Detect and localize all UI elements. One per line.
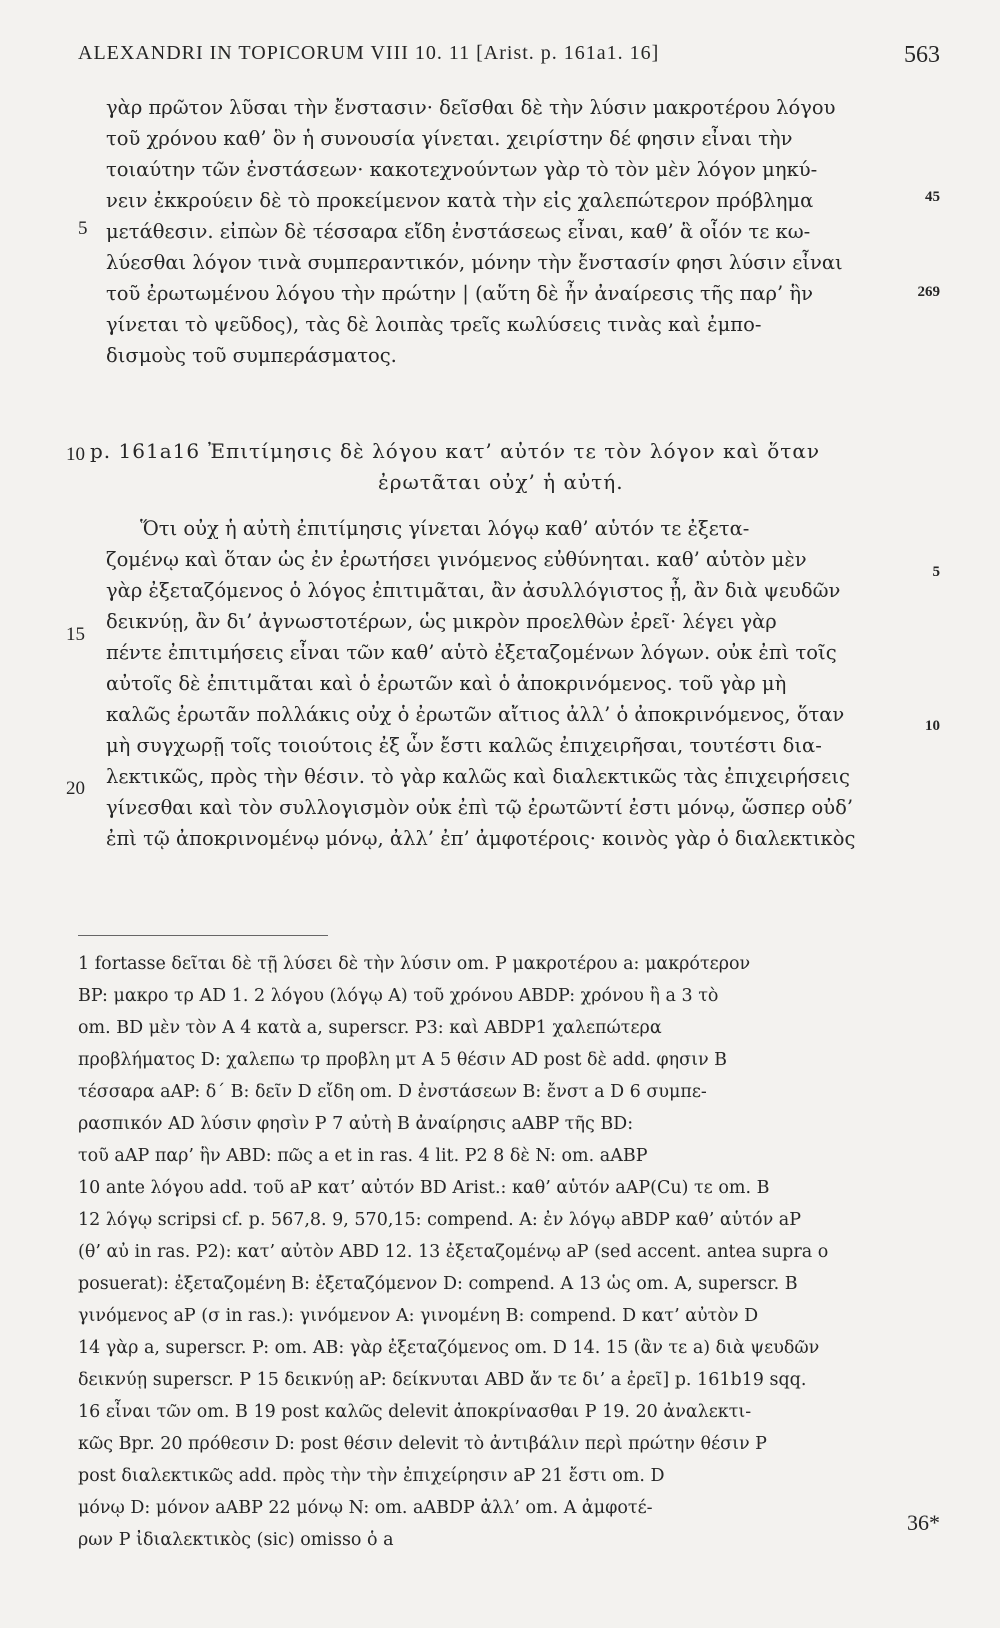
apparatus-line: om. BD μὲν τὸν A 4 κατὰ a, superscr. P3: καὶ ABDP1 χαλεπώτερα	[78, 1018, 662, 1038]
margin-number: 5	[932, 564, 940, 580]
apparatus-line: 12 λόγῳ scripsi cf. p. 567,8. 9, 570,15: compend. A: ἐν λόγῳ aBDP καθ’ αὑτόν aP	[78, 1210, 801, 1230]
main-line: τοιαύτην τῶν ἐνστάσεων· κακοτεχνούντων γὰρ τὸ τὸν μὲν λόγον μηκύ-	[106, 158, 818, 181]
line-number: 20	[66, 778, 85, 799]
apparatus-line: 1 fortasse δεῖται δὲ τῇ λύσει δὲ τὴν λύσιν om. P μακροτέρου a: μακρότερον	[78, 954, 751, 974]
apparatus-line: προβλήματος D: χαλεπω τρ προβλη μτ A 5 θέσιν AD post δὲ add. φησιν B	[78, 1050, 728, 1070]
main-text-block	[66, 94, 940, 884]
apparatus-line: δεικνύῃ superscr. P 15 δεικνύῃ aP: δείκνυται ABD ἄν τε δι’ a ἐρεῖ] p. 161b19 sqq.	[78, 1370, 807, 1390]
section-heading: Ἐπιτίμησις δὲ λόγου κατ’ αὐτόν τε τὸν λόγον καὶ ὅταν	[208, 439, 821, 463]
apparatus-line: ρασπικόν AD λύσιν φησὶν P 7 αὐτὴ B ἀναίρησις aABP τῆς BD:	[78, 1114, 634, 1134]
apparatus-line: 10 ante λόγου add. τοῦ aP κατ’ αὐτόν BD Arist.: καθ’ αὑτόν aAP(Cu) τε om. B	[78, 1178, 770, 1198]
commentary-line: γὰρ ἐξεταζόμενος ὁ λόγος ἐπιτιμᾶται, ἂν ἀσυλλόγιστος ᾖ, ἂν διὰ ψευδῶν	[106, 579, 841, 602]
main-line: γίνεται τὸ ψεῦδος), τὰς δὲ λοιπὰς τρεῖς κωλύσεις τινὰς καὶ ἐμπο-	[106, 313, 762, 336]
main-line: τοῦ ἐρωτωμένου λόγου τὴν πρώτην | (αὕτη δὲ ἦν ἀναίρεσις τῆς παρ’ ἣν	[106, 282, 813, 305]
main-line: τοῦ χρόνου καθ’ ὃν ἡ συνουσία γίνεται. χειρίστην δέ φησιν εἶναι τὴν	[106, 127, 793, 150]
apparatus-line: post διαλεκτικῶς add. πρὸς τὴν τὴν ἐπιχείρησιν aP 21 ἔστι om. D	[78, 1466, 665, 1486]
commentary-line: καλῶς ἐρωτᾶν πολλάκις οὐχ ὁ ἐρωτῶν αἴτιος ἀλλ’ ὁ ἀποκρινόμενος, ὅταν	[106, 703, 845, 726]
main-line: νειν ἐκκρούειν δὲ τὸ προκείμενον κατὰ τὴν εἰς χαλεπώτερον πρόβλημα	[106, 189, 814, 212]
commentary-line: ἐπὶ τῷ ἀποκρινομένῳ μόνῳ, ἀλλ’ ἐπ’ ἀμφοτέροις· κοινὸς γὰρ ὁ διαλεκτικὸς	[106, 827, 856, 850]
main-line: μετάθεσιν. εἰπὼν δὲ τέσσαρα εἴδη ἐνστάσεως εἶναι, καθ’ ἃ οἷόν τε κω-	[106, 220, 811, 243]
main-line: δισμοὺς τοῦ συμπεράσματος.	[106, 344, 397, 367]
commentary-line: αὐτοῖς δὲ ἐπιτιμᾶται καὶ ὁ ἐρωτῶν καὶ ὁ ἀποκρινόμενος. τοῦ γὰρ μὴ	[106, 672, 787, 695]
margin-number: 45	[925, 189, 940, 205]
apparatus-line: posuerat): ἐξεταζομένη B: ἐξεταζόμενον D: compend. A 13 ὡς om. A, superscr. B	[78, 1274, 798, 1294]
apparatus-line: 16 εἶναι τῶν om. B 19 post καλῶς delevit ἀποκρίνασθαι P 19. 20 ἀναλεκτι-	[78, 1402, 752, 1422]
apparatus-line: BP: μακρο τρ AD 1. 2 λόγου (λόγῳ A) τοῦ χρόνου ABDP: χρόνου ἢ a 3 τὸ	[78, 986, 719, 1006]
section-reference: p. 161a16	[90, 439, 201, 463]
running-header-title: ALEXANDRI IN TOPICORUM VIII 10. 11 [Arist. p. 161a1. 16]	[78, 42, 660, 64]
commentary-line: μὴ συγχωρῇ τοῖς τοιούτοις ἐξ ὧν ἔστι καλῶς ἐπιχειρῆσαι, τουτέστι δια-	[106, 734, 822, 757]
apparatus-line: (θ’ αὐ in ras. P2): κατ’ αὐτὸν ABD 12. 13 ἐξεταζομένῳ aP (sed accent. antea supra o	[78, 1242, 829, 1262]
line-number: 15	[66, 624, 85, 645]
footnote-rule	[78, 935, 328, 936]
critical-apparatus	[78, 950, 940, 1590]
margin-number: 10	[925, 718, 940, 734]
margin-number: 269	[917, 284, 940, 300]
apparatus-line: κῶς Bpr. 20 πρόθεσιν D: post θέσιν delevit τὸ ἀντιβάλιν περὶ πρώτην θέσιν P	[78, 1434, 767, 1454]
apparatus-line: μόνῳ D: μόνον aABP 22 μόνῳ N: om. aABDP ἀλλ’ om. A ἀμφοτέ-	[78, 1498, 653, 1518]
main-line: γὰρ πρῶτον λῦσαι τὴν ἔνστασιν· δεῖσθαι δὲ τὴν λύσιν μακροτέρου λόγου	[106, 96, 836, 119]
apparatus-line: γινόμενος aP (σ in ras.): γινόμενον A: γινομένη B: compend. D κατ’ αὐτὸν D	[78, 1306, 759, 1326]
apparatus-line: τοῦ aAP παρ’ ἣν ABD: πῶς a et in ras. 4 lit. P2 8 δὲ N: om. aABP	[78, 1146, 648, 1166]
line-number: 5	[78, 218, 88, 239]
commentary-line: λεκτικῶς, πρὸς τὴν θέσιν. τὸ γὰρ καλῶς καὶ διαλεκτικῶς τὰς ἐπιχειρήσεις	[106, 765, 850, 788]
line-number: 10	[66, 444, 85, 465]
running-header	[78, 42, 940, 76]
apparatus-line: 14 γὰρ a, superscr. P: om. AB: γὰρ ἐξεταζόμενος om. D 14. 15 (ἂν τε a) διὰ ψευδῶν	[78, 1338, 820, 1358]
page-number: 563	[904, 42, 940, 68]
main-line: λύεσθαι λόγον τινὰ συμπεραντικόν, μόνην τὴν ἔνστασίν φησι λύσιν εἶναι	[106, 251, 843, 274]
signature-mark: 36*	[907, 1510, 940, 1535]
section-heading: ἐρωτᾶται οὐχ’ ἡ αὐτή.	[378, 470, 624, 494]
apparatus-line: τέσσαρα aAP: δ΄ B: δεῖν D εἴδη om. D ἐνστάσεων B: ἔνστ a D 6 συμπε-	[78, 1082, 707, 1102]
commentary-line: Ὅτι οὐχ ἡ αὐτὴ ἐπιτίμησις γίνεται λόγῳ καθ’ αὑτόν τε ἐξετα-	[140, 517, 750, 540]
commentary-line: ζομένῳ καὶ ὅταν ὡς ἐν ἐρωτήσει γινόμενος εὐθύνηται. καθ’ αὑτὸν μὲν	[106, 548, 807, 571]
commentary-line: γίνεσθαι καὶ τὸν συλλογισμὸν οὐκ ἐπὶ τῷ ἐρωτῶντί ἐστι μόνῳ, ὥσπερ οὐδ’	[106, 796, 854, 819]
commentary-line: πέντε ἐπιτιμήσεις εἶναι τῶν καθ’ αὑτὸ ἐξεταζομένων λόγων. οὐκ ἐπὶ τοῖς	[106, 641, 837, 664]
commentary-line: δεικνύῃ, ἂν δι’ ἀγνωστοτέρων, ὡς μικρὸν προελθὼν ἐρεῖ· λέγει γὰρ	[106, 610, 777, 633]
apparatus-line: ρων P ἰδιαλεκτικὸς (sic) omisso ὁ a	[78, 1530, 394, 1550]
